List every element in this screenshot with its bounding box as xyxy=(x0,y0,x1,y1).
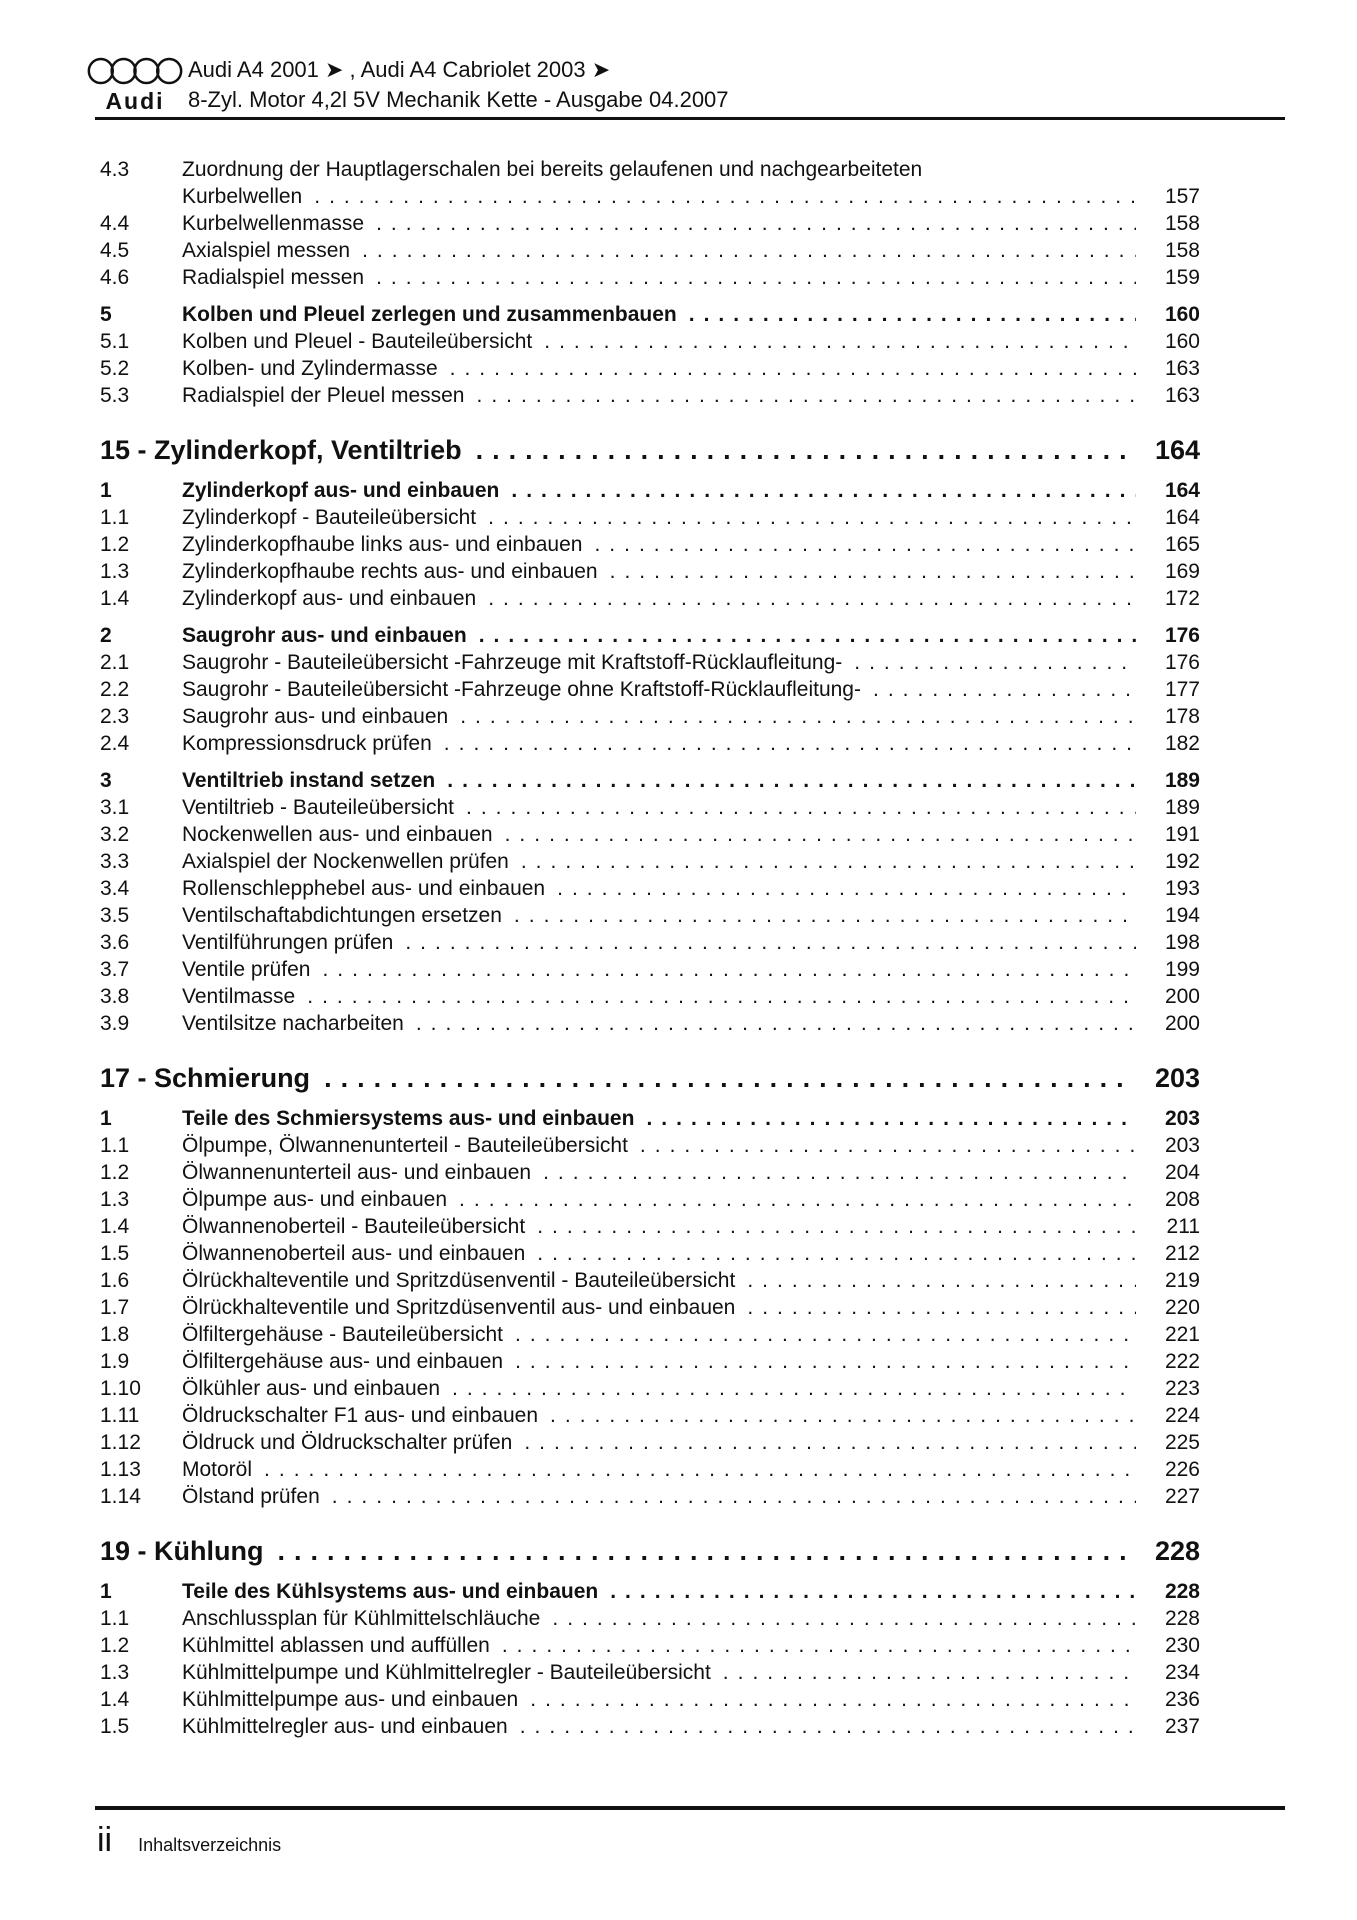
toc-entry-row xyxy=(100,1632,1200,1659)
dot-leader xyxy=(521,848,1136,875)
toc-entry-number: 3.9 xyxy=(100,1012,130,1035)
toc-entry-page: 200 xyxy=(1164,985,1200,1008)
toc-entry-title: Saugrohr aus- und einbauen xyxy=(182,705,449,728)
toc-entry-number: 1.5 xyxy=(100,1715,130,1738)
toc-entry-row xyxy=(100,1402,1200,1429)
toc-entry-row xyxy=(100,956,1200,983)
toc-entry-row xyxy=(100,1105,1200,1132)
toc-chapter-row xyxy=(100,1534,1200,1568)
toc-entry-number: 1.4 xyxy=(100,587,130,610)
toc-entry-page: 159 xyxy=(1164,266,1200,289)
dot-leader xyxy=(689,301,1136,328)
toc-entry-title: Ölstand prüfen xyxy=(182,1485,320,1508)
dot-leader xyxy=(324,1061,1132,1095)
toc-entry-title: Zylinderkopfhaube links aus- und einbauen xyxy=(182,533,583,556)
dot-leader xyxy=(505,821,1136,848)
toc-entry-number: 1 xyxy=(100,479,112,502)
toc-entry-number: 1.12 xyxy=(100,1431,141,1454)
toc-entry-number: 1.14 xyxy=(100,1485,141,1508)
dot-leader xyxy=(488,585,1136,612)
toc-entry-row xyxy=(100,531,1200,558)
footer-rule xyxy=(95,1806,1285,1810)
toc-entry-title: Ölrückhalteventile und Spritzdüsenventil - Bauteileübersicht xyxy=(182,1269,736,1292)
toc-entry-page: 163 xyxy=(1164,384,1200,407)
toc-entry-number: 1 xyxy=(100,1107,112,1130)
toc-entry-title: Ventile prüfen xyxy=(182,958,311,981)
toc-entry-number: 5.1 xyxy=(100,330,130,353)
toc-entry-title: Ölrückhalteventile und Spritzdüsenventil aus- und einbauen xyxy=(182,1296,736,1319)
toc-entry-number: 1.3 xyxy=(100,1188,130,1211)
toc-entry-title: Zylinderkopf aus- und einbauen xyxy=(182,587,477,610)
toc-entry-number: 5 xyxy=(100,303,112,326)
dot-leader xyxy=(544,328,1136,355)
toc-entry-title: Ölwannenoberteil - Bauteileübersicht xyxy=(182,1215,526,1238)
toc-entry-page: 208 xyxy=(1164,1188,1200,1211)
dot-leader xyxy=(854,649,1136,676)
toc-entry-number: 3.5 xyxy=(100,904,130,927)
toc-entry-row xyxy=(100,1578,1200,1605)
toc-entry-number: 1 xyxy=(100,1580,112,1603)
toc-entry-page: 158 xyxy=(1164,239,1200,262)
dot-leader xyxy=(488,504,1136,531)
toc-entry-row xyxy=(100,821,1200,848)
toc-entry-number: 1.4 xyxy=(100,1688,130,1711)
toc-entry-title: Kühlmittelregler aus- und einbauen xyxy=(182,1715,508,1738)
dot-leader xyxy=(515,1348,1136,1375)
toc-entry-row xyxy=(100,1186,1200,1213)
toc-entry-row xyxy=(100,237,1200,264)
toc-entry-title: Radialspiel der Pleuel messen xyxy=(182,384,465,407)
toc-entry-number: 3.2 xyxy=(100,823,130,846)
toc-entry-number: 2.2 xyxy=(100,678,130,701)
toc-entry-number: 1.2 xyxy=(100,1161,130,1184)
dot-leader xyxy=(416,1010,1136,1037)
toc-entry-number: 1.9 xyxy=(100,1350,130,1373)
dot-leader xyxy=(537,1213,1136,1240)
toc-entry-page: 212 xyxy=(1164,1242,1200,1265)
dot-leader xyxy=(502,1632,1136,1659)
toc-entry-page: 198 xyxy=(1164,931,1200,954)
dot-leader xyxy=(405,929,1136,956)
toc-entry-title: Kühlmittel ablassen und auffüllen xyxy=(182,1634,490,1657)
toc-entry-page: 176 xyxy=(1164,651,1200,674)
dot-leader xyxy=(747,1267,1136,1294)
toc-entry-number: 3.8 xyxy=(100,985,130,1008)
dot-leader xyxy=(723,1659,1136,1686)
toc-entry-number: 1.6 xyxy=(100,1269,130,1292)
toc-entry-page: 176 xyxy=(1164,624,1200,647)
toc-entry-row xyxy=(100,902,1200,929)
toc-entry-row xyxy=(100,1483,1200,1510)
toc-entry-row xyxy=(100,301,1200,328)
toc-entry-row xyxy=(100,1294,1200,1321)
toc-entry-number: 3.6 xyxy=(100,931,130,954)
toc-entry-page: 200 xyxy=(1164,1012,1200,1035)
toc-entry-page: 203 xyxy=(1164,1134,1200,1157)
toc-entry-page: 226 xyxy=(1164,1458,1200,1481)
toc-entry-number: 5.3 xyxy=(100,384,130,407)
toc-entry-row xyxy=(100,264,1200,291)
dot-leader xyxy=(479,622,1136,649)
dot-leader xyxy=(594,531,1136,558)
toc-entry-title: Ventilschaftabdichtungen ersetzen xyxy=(182,904,502,927)
toc-chapter-page: 164 xyxy=(1154,435,1200,465)
toc-entry-number: 4.5 xyxy=(100,239,130,262)
toc-entry-page: 224 xyxy=(1164,1404,1200,1427)
toc-entry-title: Öldruck und Öldruckschalter prüfen xyxy=(182,1431,513,1454)
toc-entry-title: Kolben und Pleuel - Bauteileübersicht xyxy=(182,330,533,353)
toc-entry-page: 189 xyxy=(1164,769,1200,792)
toc-entry-page: 230 xyxy=(1164,1634,1200,1657)
toc-entry-number: 5.2 xyxy=(100,357,130,380)
toc-entry-number: 1.11 xyxy=(100,1404,140,1427)
toc-entry-number: 1.5 xyxy=(100,1242,130,1265)
dot-leader xyxy=(515,1321,1136,1348)
dot-leader xyxy=(543,1159,1136,1186)
toc-entry-row xyxy=(100,1659,1200,1686)
toc-entry-page: 182 xyxy=(1164,732,1200,755)
toc-entry-title: Motoröl xyxy=(182,1458,253,1481)
toc-entry-row xyxy=(100,585,1200,612)
toc-chapter-title: 15 - Zylinderkopf, Ventiltrieb xyxy=(100,435,462,465)
toc-entry-title: Zylinderkopf aus- und einbauen xyxy=(182,479,500,502)
header-rule xyxy=(95,117,1285,120)
toc-entry-page: 192 xyxy=(1164,850,1200,873)
dot-leader xyxy=(477,382,1137,409)
toc-entry-page: 191 xyxy=(1164,823,1200,846)
toc-entry-row xyxy=(100,983,1200,1010)
toc-entry-page: 158 xyxy=(1164,212,1200,235)
dot-leader xyxy=(314,183,1136,210)
toc-chapter-row xyxy=(100,1061,1200,1095)
dot-leader xyxy=(460,703,1136,730)
toc-entry-number: 1.8 xyxy=(100,1323,130,1346)
toc-entry-title: Nockenwellen aus- und einbauen xyxy=(182,823,493,846)
toc-entry-page: 199 xyxy=(1164,958,1200,981)
toc-entry-number: 1.4 xyxy=(100,1215,130,1238)
dot-leader xyxy=(447,767,1136,794)
dot-leader xyxy=(264,1456,1136,1483)
toc-entry-title: Anschlussplan für Kühlmittelschläuche xyxy=(182,1607,541,1630)
toc-entry-row xyxy=(100,1605,1200,1632)
toc-entry-page: 220 xyxy=(1164,1296,1200,1319)
toc-entry-title: Ölfiltergehäuse aus- und einbauen xyxy=(182,1350,504,1373)
toc-entry-number: 3.3 xyxy=(100,850,130,873)
toc-entry-row xyxy=(100,1213,1200,1240)
toc-entry-number: 4.3 xyxy=(100,158,130,181)
toc-entry-title: Ölwannenoberteil aus- und einbauen xyxy=(182,1242,526,1265)
toc-entry-page: 177 xyxy=(1164,678,1200,701)
toc-entry-number: 1.7 xyxy=(100,1296,130,1319)
toc-entry-title: Ölfiltergehäuse - Bauteileübersicht xyxy=(182,1323,504,1346)
toc-entry-title: Axialspiel der Nockenwellen prüfen xyxy=(182,850,509,873)
dot-leader xyxy=(530,1686,1136,1713)
toc-entry-page: 163 xyxy=(1164,357,1200,380)
toc-entry-number: 2.1 xyxy=(100,651,130,674)
toc-entry-page: 225 xyxy=(1164,1431,1200,1454)
toc-entry-row xyxy=(100,328,1200,355)
toc-entry-title: Kurbelwellenmasse xyxy=(182,212,365,235)
dot-leader xyxy=(610,1578,1136,1605)
toc-entry-page: 164 xyxy=(1164,506,1200,529)
dot-leader xyxy=(476,433,1132,467)
toc-entry-title: Kühlmittelpumpe und Kühlmittelregler - Bauteileübersicht xyxy=(182,1661,711,1684)
toc-entry-row xyxy=(100,558,1200,585)
toc-entry-title: Ventiltrieb instand setzen xyxy=(182,769,436,792)
toc-chapter-title: 17 - Schmierung xyxy=(100,1063,311,1093)
toc-entry-page: 172 xyxy=(1164,587,1200,610)
toc-entry-row xyxy=(100,1348,1200,1375)
toc-entry-title: Axialspiel messen xyxy=(182,239,351,262)
dot-leader xyxy=(278,1534,1133,1568)
toc-entry-row xyxy=(100,875,1200,902)
toc-entry-title: Saugrohr - Bauteileübersicht -Fahrzeuge mit Kraftstoff-Rücklaufleitung- xyxy=(182,651,843,674)
toc-entry-title: Ölwannenunterteil aus- und einbauen xyxy=(182,1161,532,1184)
dot-leader xyxy=(362,237,1136,264)
dot-leader xyxy=(646,1105,1136,1132)
dot-leader xyxy=(322,956,1136,983)
toc-entry-number: 1.3 xyxy=(100,1661,130,1684)
toc-entry-title: Ölpumpe, Ölwannenunterteil - Bauteileübersicht xyxy=(182,1134,628,1157)
dot-leader xyxy=(610,558,1136,585)
toc-entry-number: 4.4 xyxy=(100,212,130,235)
dot-leader xyxy=(444,730,1136,757)
toc-entry-row xyxy=(100,1010,1200,1037)
dot-leader xyxy=(459,1186,1136,1213)
toc-entry-row xyxy=(100,794,1200,821)
toc-entry-page: 236 xyxy=(1164,1688,1200,1711)
toc-entry-page: 193 xyxy=(1164,877,1200,900)
toc-entry-title: Radialspiel messen xyxy=(182,266,365,289)
toc-entry-title: Kolben und Pleuel zerlegen und zusammenbauen xyxy=(182,303,677,326)
dot-leader xyxy=(376,210,1136,237)
dot-leader xyxy=(514,902,1136,929)
toc-entry-page: 160 xyxy=(1164,303,1200,326)
footer xyxy=(97,1820,281,1860)
dot-leader xyxy=(452,1375,1136,1402)
toc-entry-title: Zylinderkopf - Bauteileübersicht xyxy=(182,506,477,529)
dot-leader xyxy=(550,1402,1136,1429)
toc-entry-title: Kolben- und Zylindermasse xyxy=(182,357,438,380)
toc-entry-page: 169 xyxy=(1164,560,1200,583)
dot-leader xyxy=(524,1429,1136,1456)
toc-entry-page: 203 xyxy=(1164,1107,1200,1130)
toc-entry-number: 1.13 xyxy=(100,1458,141,1481)
page-number: ii xyxy=(97,1821,113,1859)
toc-entry-number: 1.3 xyxy=(100,560,130,583)
toc-entry-page: 228 xyxy=(1164,1607,1200,1630)
toc-entry-row xyxy=(100,1456,1200,1483)
audi-logo xyxy=(86,52,184,113)
toc-entry-page: 221 xyxy=(1164,1323,1200,1346)
toc-entry-page: 222 xyxy=(1164,1350,1200,1373)
dot-leader xyxy=(466,794,1136,821)
toc-entry-row xyxy=(100,1240,1200,1267)
toc-entry-title: Saugrohr - Bauteileübersicht -Fahrzeuge ohne Kraftstoff-Rücklaufleitung- xyxy=(182,678,861,701)
toc-entry-page: 189 xyxy=(1164,796,1200,819)
toc-entry-title: Ventilsitze nacharbeiten xyxy=(182,1012,404,1035)
toc-entry-row xyxy=(100,929,1200,956)
toc-entry-title: Ölpumpe aus- und einbauen xyxy=(182,1188,448,1211)
footer-label: Inhaltsverzeichnis xyxy=(138,1835,282,1855)
toc-entry-title: Ventilführungen prüfen xyxy=(182,931,394,954)
dot-leader xyxy=(747,1294,1136,1321)
toc-entry-continuation-row xyxy=(100,183,1200,210)
toc-entry-title: Teile des Kühlsystems aus- und einbauen xyxy=(182,1580,599,1603)
dot-leader xyxy=(332,1483,1136,1510)
toc-entry-row xyxy=(100,1713,1200,1740)
toc-entry-page: 204 xyxy=(1164,1161,1200,1184)
toc-entry-page: 219 xyxy=(1164,1269,1200,1292)
toc-entry-number: 3.7 xyxy=(100,958,130,981)
toc-entry-page: 194 xyxy=(1164,904,1200,927)
toc-entry-page: 237 xyxy=(1164,1715,1200,1738)
toc-entry-title: Ventilmasse xyxy=(182,985,296,1008)
toc-entry-row xyxy=(100,1267,1200,1294)
toc-entry-number: 1.1 xyxy=(100,1607,130,1630)
dot-leader xyxy=(640,1132,1136,1159)
toc-entry-title: Teile des Schmiersystems aus- und einbauen xyxy=(182,1107,635,1130)
dot-leader xyxy=(520,1713,1136,1740)
toc-entry-row xyxy=(100,1375,1200,1402)
toc-entry-row xyxy=(100,848,1200,875)
toc-entry-row xyxy=(100,622,1200,649)
dot-leader xyxy=(511,477,1136,504)
audi-wordmark: Audi xyxy=(105,88,165,114)
toc-entry-title-continuation: Kurbelwellen xyxy=(182,185,303,208)
toc-entry-page: 234 xyxy=(1164,1661,1200,1684)
toc-entry-number: 2 xyxy=(100,624,112,647)
dot-leader xyxy=(307,983,1136,1010)
toc-chapter-row xyxy=(100,433,1200,467)
toc-chapter-page: 203 xyxy=(1154,1063,1200,1093)
toc-entry-page: 164 xyxy=(1164,479,1200,502)
toc-entry-page: 223 xyxy=(1164,1377,1200,1400)
toc-entry-row xyxy=(100,767,1200,794)
toc-entry-page: 211 xyxy=(1166,1215,1200,1238)
toc-entry-page: 157 xyxy=(1164,185,1200,208)
audi-rings-icon xyxy=(86,52,184,90)
toc-entry-title: Ventiltrieb - Bauteileübersicht xyxy=(182,796,454,819)
toc-entry-page: 227 xyxy=(1164,1485,1200,1508)
toc-entry-number: 3.1 xyxy=(100,796,130,819)
toc-entry-row xyxy=(100,210,1200,237)
toc-entry-number: 4.6 xyxy=(100,266,130,289)
dot-leader xyxy=(873,676,1136,703)
toc-entry-row xyxy=(100,703,1200,730)
toc-entry-page: 228 xyxy=(1164,1580,1200,1603)
toc-entry-number: 1.1 xyxy=(100,1134,130,1157)
toc-entry-row xyxy=(100,730,1200,757)
toc-entry-number: 1.2 xyxy=(100,1634,130,1657)
toc-entry-title: Rollenschlepphebel aus- und einbauen xyxy=(182,877,546,900)
dot-leader xyxy=(537,1240,1136,1267)
toc-entry-number: 1.2 xyxy=(100,533,130,556)
toc-entry-row xyxy=(100,156,1200,183)
toc-entry-title: Zuordnung der Hauptlagerschalen bei bereits gelaufenen und nachgearbeiteten xyxy=(182,158,923,181)
toc-entry-title: Kompressionsdruck prüfen xyxy=(182,732,432,755)
toc-chapter-title: 19 - Kühlung xyxy=(100,1536,264,1566)
toc-entry-row xyxy=(100,1132,1200,1159)
toc-entry-row xyxy=(100,382,1200,409)
toc-entry-page: 165 xyxy=(1164,533,1200,556)
toc-entry-number: 1.1 xyxy=(100,506,130,529)
toc-entry-number: 3.4 xyxy=(100,877,130,900)
dot-leader xyxy=(450,355,1136,382)
toc-entry-row xyxy=(100,676,1200,703)
toc-entry-page: 160 xyxy=(1164,330,1200,353)
toc-entry-row xyxy=(100,649,1200,676)
toc-entry-row xyxy=(100,477,1200,504)
dot-leader xyxy=(376,264,1136,291)
header-engine-line: 8-Zyl. Motor 4,2l 5V Mechanik Kette - Ausgabe 04.2007 xyxy=(188,87,729,112)
toc-entry-number: 2.3 xyxy=(100,705,130,728)
toc-entry-row xyxy=(100,1429,1200,1456)
toc-chapter-page: 228 xyxy=(1154,1536,1200,1566)
toc-entry-title: Saugrohr aus- und einbauen xyxy=(182,624,467,647)
toc-entry-title: Ölkühler aus- und einbauen xyxy=(182,1377,441,1400)
toc-entry-number: 1.10 xyxy=(100,1377,141,1400)
toc-entry-number: 3 xyxy=(100,769,112,792)
dot-leader xyxy=(557,875,1136,902)
toc-entry-page: 178 xyxy=(1164,705,1200,728)
toc-entry-title: Zylinderkopfhaube rechts aus- und einbauen xyxy=(182,560,598,583)
toc-entry-number: 2.4 xyxy=(100,732,130,755)
toc-entry-title: Kühlmittelpumpe aus- und einbauen xyxy=(182,1688,519,1711)
toc-entry-row xyxy=(100,504,1200,531)
toc-entry-row xyxy=(100,355,1200,382)
table-of-contents xyxy=(100,156,1200,1740)
header-model-line: Audi A4 2001 ➤ , Audi A4 Cabriolet 2003 ➤ xyxy=(188,57,611,82)
toc-entry-row xyxy=(100,1321,1200,1348)
dot-leader xyxy=(552,1605,1136,1632)
toc-entry-title: Öldruckschalter F1 aus- und einbauen xyxy=(182,1404,539,1427)
toc-entry-row xyxy=(100,1686,1200,1713)
toc-entry-row xyxy=(100,1159,1200,1186)
